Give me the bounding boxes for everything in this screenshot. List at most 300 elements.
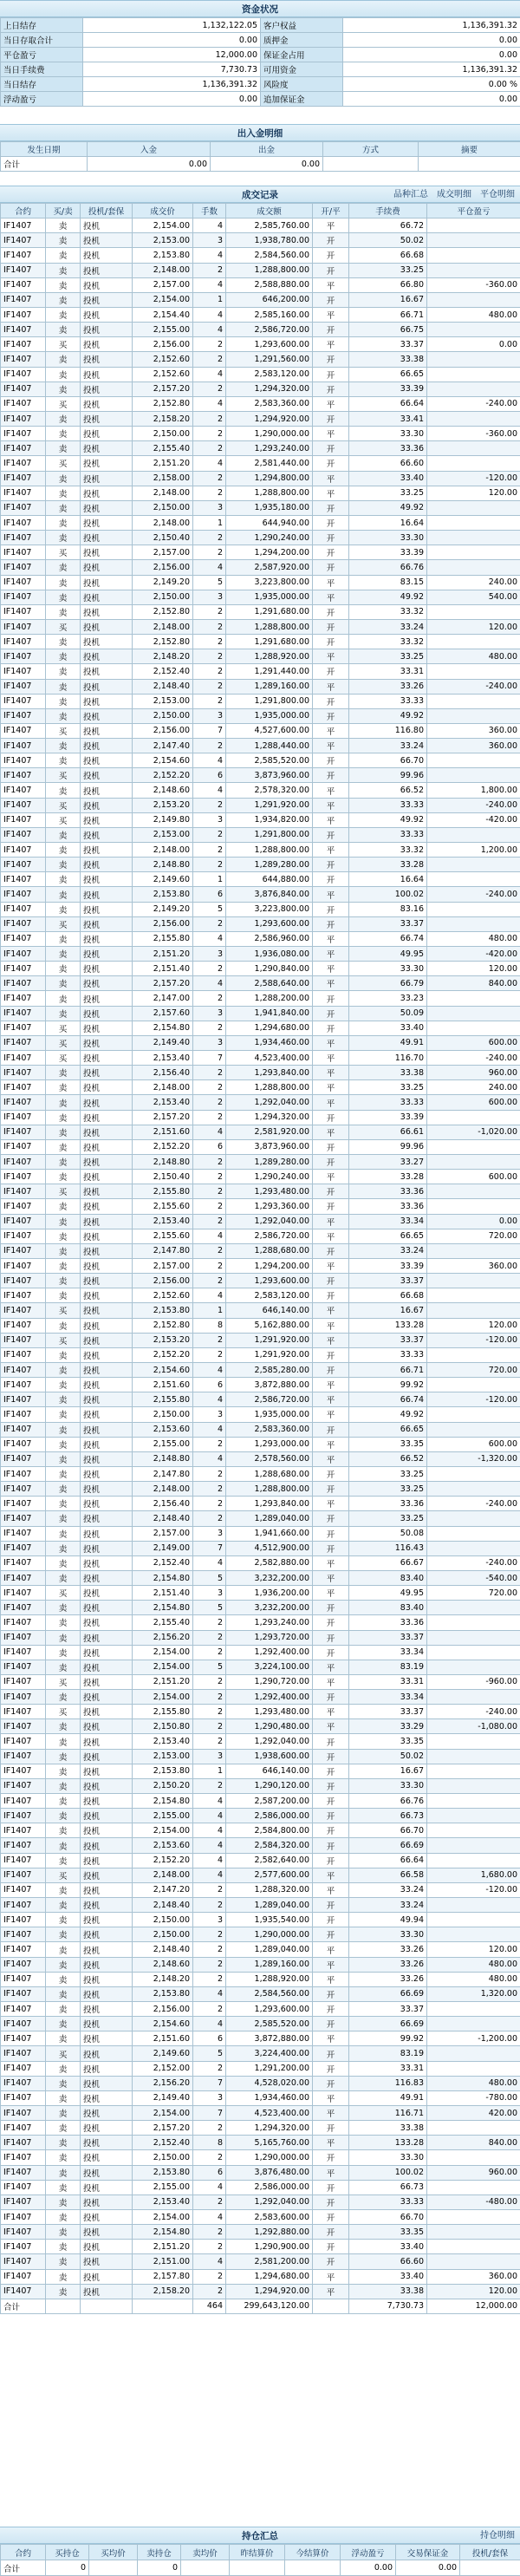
trade-cell: 66.79 xyxy=(349,976,427,991)
trade-cell: 33.31 xyxy=(349,2061,427,2076)
fund-label: 追加保证金 xyxy=(261,92,343,107)
trades-total-cell xyxy=(81,2299,133,2313)
trade-cell: 100.02 xyxy=(349,2165,427,2180)
trade-cell: 2,154.00 xyxy=(133,1823,193,1838)
trade-cell: 1 xyxy=(193,1303,226,1318)
trade-cell: 116.43 xyxy=(349,1541,427,1555)
trade-cell: 卖 xyxy=(46,1927,81,1942)
trade-cell: 3 xyxy=(193,1035,226,1050)
trade-cell: 1,292,400.00 xyxy=(226,1690,313,1705)
trade-cell: 开 xyxy=(313,1006,349,1021)
trade-cell: 卖 xyxy=(46,1913,81,1927)
trade-cell: 5 xyxy=(193,1660,226,1674)
table-row xyxy=(1,2046,520,2061)
trade-cell: 1,289,160.00 xyxy=(226,679,313,694)
trade-cell: 开 xyxy=(313,916,349,931)
trade-cell: 99.96 xyxy=(349,1139,427,1154)
trade-cell: 3 xyxy=(193,500,226,515)
table-row xyxy=(1,277,520,292)
fund-status-title: 资金状况 xyxy=(242,4,278,15)
table-row xyxy=(1,1986,520,2001)
trade-cell: 平 xyxy=(313,1570,349,1585)
trade-cell: 4 xyxy=(193,2180,226,2194)
trade-cell: 16.64 xyxy=(349,872,427,887)
trade-cell: 4 xyxy=(193,1422,226,1437)
trade-cell: 投机 xyxy=(81,2002,133,2017)
trade-cell: 3 xyxy=(193,708,226,723)
trade-cell: 开 xyxy=(313,531,349,545)
trade-cell: 83.40 xyxy=(349,1570,427,1585)
trade-cell: IF1407 xyxy=(1,560,46,575)
trade-cell: 1,800.00 xyxy=(427,783,520,798)
trade-cell: 4 xyxy=(193,2254,226,2269)
trade-cell: 1,293,600.00 xyxy=(226,2002,313,2017)
trade-cell: 2 xyxy=(193,2061,226,2076)
trade-cell: 开 xyxy=(313,1482,349,1497)
trade-cell: 3 xyxy=(193,812,226,827)
table-row xyxy=(1,367,520,382)
trade-cell: 平 xyxy=(313,798,349,812)
table-row xyxy=(1,1942,520,1957)
trade-cell: 投机 xyxy=(81,739,133,753)
trade-cell: 1,936,200.00 xyxy=(226,1586,313,1601)
trade-cell xyxy=(427,664,520,679)
trade-cell: 投机 xyxy=(81,1333,133,1347)
trade-cell: 买 xyxy=(46,723,81,738)
trade-cell: 66.64 xyxy=(349,1853,427,1868)
trade-cell: 2 xyxy=(193,411,226,426)
trade-cell: 2 xyxy=(193,635,226,649)
trade-cell: 600.00 xyxy=(427,1095,520,1110)
trade-cell: IF1407 xyxy=(1,2076,46,2090)
trade-cell: 2,586,720.00 xyxy=(226,323,313,337)
trade-cell: 卖 xyxy=(46,1972,81,1986)
trade-cell: 平 xyxy=(313,931,349,946)
trade-cell: IF1407 xyxy=(1,619,46,634)
cash-flow-table xyxy=(0,141,520,172)
trade-cell: IF1407 xyxy=(1,515,46,530)
trade-cell: 2,155.00 xyxy=(133,1809,193,1823)
trade-cell: 卖 xyxy=(46,962,81,976)
trade-cell: 420.00 xyxy=(427,2106,520,2121)
trade-cell: 2 xyxy=(193,263,226,277)
trade-cell: IF1407 xyxy=(1,1125,46,1139)
cash-column-header: 摘要 xyxy=(419,142,520,157)
trade-cell: IF1407 xyxy=(1,916,46,931)
trade-cell xyxy=(427,500,520,515)
trade-cell: 2,155.40 xyxy=(133,1615,193,1630)
table-row xyxy=(1,2106,520,2121)
table-row xyxy=(1,337,520,352)
trade-cell: 1,935,000.00 xyxy=(226,590,313,604)
positions-detail-link[interactable]: 持仓明细 xyxy=(480,2531,515,2540)
trade-cell: 1,288,800.00 xyxy=(226,1080,313,1095)
trade-cell: 投机 xyxy=(81,545,133,560)
trade-cell: 卖 xyxy=(46,531,81,545)
trade-cell: 2,150.40 xyxy=(133,531,193,545)
trade-cell: 1,293,600.00 xyxy=(226,916,313,931)
trade-cell: 4,528,020.00 xyxy=(226,2076,313,2090)
trade-cell: 49.95 xyxy=(349,1586,427,1601)
trades-link[interactable]: 成交明细 xyxy=(437,190,471,199)
trade-cell: 2,152.20 xyxy=(133,1139,193,1154)
trade-cell: 投机 xyxy=(81,858,133,872)
trade-cell: 4 xyxy=(193,2017,226,2031)
trade-cell: 投机 xyxy=(81,2225,133,2240)
fund-label: 当日存取合计 xyxy=(1,33,83,48)
trade-cell: IF1407 xyxy=(1,2046,46,2061)
trade-cell: 2,151.20 xyxy=(133,947,193,962)
trade-cell: IF1407 xyxy=(1,575,46,590)
trade-cell: 0.00 xyxy=(427,337,520,352)
trades-column-header: 投机/套保 xyxy=(81,204,133,218)
trade-cell: 卖 xyxy=(46,843,81,858)
trade-cell: 平 xyxy=(313,1333,349,1347)
trade-cell: 2,153.00 xyxy=(133,233,193,248)
trade-cell xyxy=(427,2180,520,2194)
trade-cell: 66.70 xyxy=(349,753,427,768)
positions-title: 持仓汇总 xyxy=(242,2531,278,2541)
trade-cell: IF1407 xyxy=(1,1615,46,1630)
trade-cell: IF1407 xyxy=(1,947,46,962)
trade-cell: 5 xyxy=(193,1570,226,1585)
trade-cell: 投机 xyxy=(81,1778,133,1793)
trades-link[interactable]: 平仓明细 xyxy=(480,190,515,199)
trade-cell: 4,523,400.00 xyxy=(226,1051,313,1066)
trade-cell: 66.64 xyxy=(349,396,427,411)
trade-cell xyxy=(427,635,520,649)
fund-value: 1,136,391.32 xyxy=(343,18,520,33)
trade-cell: IF1407 xyxy=(1,2209,46,2224)
trade-cell: 投机 xyxy=(81,323,133,337)
trade-cell: 投机 xyxy=(81,1674,133,1689)
trade-cell: IF1407 xyxy=(1,1333,46,1347)
trade-cell: 平 xyxy=(313,1378,349,1392)
trade-cell: 2,150.40 xyxy=(133,1170,193,1184)
trade-cell: 开 xyxy=(313,1927,349,1942)
trade-cell: 2,154.00 xyxy=(133,1645,193,1660)
trade-cell xyxy=(427,545,520,560)
trade-cell: 卖 xyxy=(46,1288,81,1303)
trades-column-header: 手续费 xyxy=(349,204,427,218)
trade-cell: 66.75 xyxy=(349,323,427,337)
trade-cell: 买 xyxy=(46,1333,81,1347)
trade-cell: 2 xyxy=(193,1347,226,1362)
cash-column-header: 方式 xyxy=(323,142,419,157)
trade-cell: 50.02 xyxy=(349,233,427,248)
trades-total-cell: 299,643,120.00 xyxy=(226,2299,313,2313)
trade-cell: 投机 xyxy=(81,902,133,916)
trade-cell: 卖 xyxy=(46,1274,81,1288)
trade-cell: 2,152.40 xyxy=(133,1555,193,1570)
trade-cell: 1,293,480.00 xyxy=(226,1705,313,1719)
trade-cell: -240.00 xyxy=(427,1705,520,1719)
trade-cell: 平 xyxy=(313,2284,349,2299)
trade-cell: 投机 xyxy=(81,1184,133,1199)
trade-cell: IF1407 xyxy=(1,858,46,872)
trade-cell: 平 xyxy=(313,1214,349,1229)
trade-cell: 买 xyxy=(46,337,81,352)
trade-cell: 平 xyxy=(313,1868,349,1882)
trade-cell: IF1407 xyxy=(1,500,46,515)
trade-cell: IF1407 xyxy=(1,2269,46,2284)
trade-cell: 2 xyxy=(193,1645,226,1660)
trade-cell: 卖 xyxy=(46,2061,81,2076)
trade-cell: 卖 xyxy=(46,292,81,307)
trade-cell xyxy=(427,1347,520,1362)
trade-cell: 33.30 xyxy=(349,1778,427,1793)
positions-column-header: 卖持仓 xyxy=(138,2545,181,2560)
trade-cell: 投机 xyxy=(81,2165,133,2180)
trades-column-header: 手数 xyxy=(193,204,226,218)
positions-column-header: 交易保证金 xyxy=(396,2545,460,2560)
trade-cell xyxy=(427,991,520,1006)
trade-cell: 66.70 xyxy=(349,2209,427,2224)
trade-cell: 平 xyxy=(313,1051,349,1066)
trade-cell: 960.00 xyxy=(427,1066,520,1080)
trade-cell: 2,150.00 xyxy=(133,500,193,515)
positions-total-cell: 合计 xyxy=(1,2560,46,2576)
trade-cell: 投机 xyxy=(81,872,133,887)
trade-cell: 卖 xyxy=(46,753,81,768)
trade-cell: 6 xyxy=(193,1378,226,1392)
trade-cell: 卖 xyxy=(46,1853,81,1868)
trade-cell: 2,156.40 xyxy=(133,1066,193,1080)
trade-cell: IF1407 xyxy=(1,1660,46,1674)
trade-cell: IF1407 xyxy=(1,1451,46,1466)
fund-label: 平仓盈亏 xyxy=(1,48,83,62)
trade-cell: 4 xyxy=(193,367,226,382)
trade-cell: 开 xyxy=(313,1794,349,1809)
trade-cell: 1,288,920.00 xyxy=(226,1972,313,1986)
fund-value: 0.00 xyxy=(343,33,520,48)
trade-cell: 33.39 xyxy=(349,382,427,396)
trade-cell xyxy=(427,708,520,723)
trade-cell: 2,148.00 xyxy=(133,515,193,530)
trade-cell: 卖 xyxy=(46,2284,81,2299)
trade-cell: 平 xyxy=(313,1095,349,1110)
trade-cell: 2,148.80 xyxy=(133,1155,193,1170)
trade-cell: 33.33 xyxy=(349,1347,427,1362)
trade-cell: 平 xyxy=(313,1258,349,1273)
trade-cell: IF1407 xyxy=(1,1243,46,1258)
trade-cell: 2,155.00 xyxy=(133,1437,193,1451)
trade-cell: 1,292,400.00 xyxy=(226,1645,313,1660)
trade-cell: 卖 xyxy=(46,1645,81,1660)
trade-cell: IF1407 xyxy=(1,367,46,382)
trade-cell: 平 xyxy=(313,2090,349,2105)
trade-cell: 平 xyxy=(313,947,349,962)
table-row xyxy=(1,1258,520,1273)
trade-cell: 2,149.60 xyxy=(133,872,193,887)
trade-cell: IF1407 xyxy=(1,812,46,827)
trade-cell: 开 xyxy=(313,1764,349,1778)
trade-cell: 33.36 xyxy=(349,1497,427,1511)
trade-cell: 平 xyxy=(313,812,349,827)
trade-cell: 投机 xyxy=(81,1660,133,1674)
trade-cell: 卖 xyxy=(46,1660,81,1674)
positions-column-header: 今结算价 xyxy=(285,2545,341,2560)
trade-cell: 33.38 xyxy=(349,352,427,367)
fund-label: 质押金 xyxy=(261,33,343,48)
trade-cell: IF1407 xyxy=(1,323,46,337)
trade-cell: 投机 xyxy=(81,2046,133,2061)
trade-cell: 16.64 xyxy=(349,515,427,530)
trade-cell: 33.26 xyxy=(349,679,427,694)
trade-cell: 2 xyxy=(193,441,226,456)
trade-cell: -240.00 xyxy=(427,396,520,411)
trade-cell: 平 xyxy=(313,1080,349,1095)
trade-cell: 480.00 xyxy=(427,931,520,946)
trades-total-cell: 7,730.73 xyxy=(349,2299,427,2313)
trade-cell: IF1407 xyxy=(1,1422,46,1437)
trade-cell: IF1407 xyxy=(1,292,46,307)
trade-cell: 开 xyxy=(313,248,349,263)
trade-cell: IF1407 xyxy=(1,1139,46,1154)
trade-cell: 2,158.20 xyxy=(133,411,193,426)
trade-cell: 开 xyxy=(313,1898,349,1913)
trade-cell: 投机 xyxy=(81,1051,133,1066)
trade-cell: 2,581,200.00 xyxy=(226,2254,313,2269)
trade-cell: IF1407 xyxy=(1,1214,46,1229)
trade-cell: 2 xyxy=(193,1080,226,1095)
trade-cell: 3 xyxy=(193,1006,226,1021)
fund-value: 0.00 xyxy=(343,48,520,62)
trade-cell: IF1407 xyxy=(1,1749,46,1764)
trade-cell: 1,294,920.00 xyxy=(226,411,313,426)
fund-value: 1,136,391.32 xyxy=(343,62,520,77)
trade-cell: 1,288,440.00 xyxy=(226,739,313,753)
table-row xyxy=(1,218,520,233)
trade-cell: 33.30 xyxy=(349,1927,427,1942)
trade-cell xyxy=(427,1660,520,1674)
trade-cell: 投机 xyxy=(81,1199,133,1214)
trade-cell: IF1407 xyxy=(1,1690,46,1705)
trade-cell: IF1407 xyxy=(1,471,46,486)
trade-cell: 开 xyxy=(313,441,349,456)
trade-cell: 开 xyxy=(313,2194,349,2209)
trade-cell: 6 xyxy=(193,2165,226,2180)
trade-cell: 投机 xyxy=(81,352,133,367)
trade-cell: 1,288,800.00 xyxy=(226,1482,313,1497)
trade-cell: 4 xyxy=(193,456,226,471)
trade-cell: 投机 xyxy=(81,590,133,604)
trade-cell: 卖 xyxy=(46,2076,81,2090)
trade-cell: 卖 xyxy=(46,1555,81,1570)
trade-cell: 33.24 xyxy=(349,1898,427,1913)
trade-cell: IF1407 xyxy=(1,2106,46,2121)
trade-cell: 卖 xyxy=(46,352,81,367)
trade-cell: 平 xyxy=(313,649,349,664)
table-row xyxy=(1,2269,520,2284)
trade-cell: 卖 xyxy=(46,1110,81,1125)
trade-cell: 600.00 xyxy=(427,1170,520,1184)
trade-cell: 卖 xyxy=(46,2090,81,2105)
table-row xyxy=(1,2076,520,2090)
positions-link[interactable] xyxy=(471,2527,515,2545)
trade-cell: 2,155.00 xyxy=(133,323,193,337)
trade-cell: 33.37 xyxy=(349,1705,427,1719)
trade-cell: 49.92 xyxy=(349,590,427,604)
trade-cell: IF1407 xyxy=(1,1437,46,1451)
table-row xyxy=(1,248,520,263)
trade-cell: 卖 xyxy=(46,218,81,233)
trade-cell: 开 xyxy=(313,1749,349,1764)
trade-cell: 2,147.00 xyxy=(133,991,193,1006)
trade-cell: 7 xyxy=(193,1541,226,1555)
trade-cell: 4 xyxy=(193,1288,226,1303)
trade-cell xyxy=(427,1749,520,1764)
trade-cell: 720.00 xyxy=(427,1362,520,1377)
trades-table xyxy=(0,203,520,2314)
trade-cell: -1,080.00 xyxy=(427,1719,520,1734)
trade-cell: 投机 xyxy=(81,916,133,931)
table-row xyxy=(1,1497,520,1511)
trade-cell: IF1407 xyxy=(1,798,46,812)
trade-cell: 投机 xyxy=(81,1615,133,1630)
table-row xyxy=(1,2284,520,2299)
trade-cell: 33.31 xyxy=(349,664,427,679)
trade-cell: IF1407 xyxy=(1,531,46,545)
trade-cell: 2,585,160.00 xyxy=(226,307,313,322)
trade-cell: 投机 xyxy=(81,843,133,858)
cash-total-cell: 合计 xyxy=(1,157,88,172)
cash-flow-header xyxy=(0,124,520,141)
trade-cell: 100.02 xyxy=(349,887,427,902)
table-row xyxy=(1,1184,520,1199)
trade-cell: 卖 xyxy=(46,902,81,916)
table-row xyxy=(1,545,520,560)
trade-cell: IF1407 xyxy=(1,456,46,471)
trade-cell: -780.00 xyxy=(427,2090,520,2105)
trade-cell: -120.00 xyxy=(427,1882,520,1897)
trade-cell: 2,157.00 xyxy=(133,1258,193,1273)
trade-cell: IF1407 xyxy=(1,664,46,679)
trade-cell: 4 xyxy=(193,396,226,411)
table-row xyxy=(1,396,520,411)
trades-link[interactable]: 品种汇总 xyxy=(393,190,428,199)
trade-cell xyxy=(427,604,520,619)
positions-total-cell: 0 xyxy=(46,2560,89,2576)
trade-cell: 平 xyxy=(313,976,349,991)
trade-cell: 2,152.00 xyxy=(133,2061,193,2076)
trade-cell: 投机 xyxy=(81,1407,133,1422)
trade-cell: 平 xyxy=(313,783,349,798)
trade-cell: -1,320.00 xyxy=(427,1451,520,1466)
trade-cell: 3,232,200.00 xyxy=(226,1570,313,1585)
trade-cell: 2,584,560.00 xyxy=(226,1986,313,2001)
trade-cell: IF1407 xyxy=(1,1362,46,1377)
trade-cell: 2 xyxy=(193,1942,226,1957)
trade-cell: 投机 xyxy=(81,1392,133,1407)
trade-cell xyxy=(427,2150,520,2165)
trade-cell: 开 xyxy=(313,2061,349,2076)
trade-cell: 1,320.00 xyxy=(427,1986,520,2001)
trade-cell: 49.92 xyxy=(349,1407,427,1422)
trade-cell: 2,155.80 xyxy=(133,931,193,946)
trade-cell: 4,512,900.00 xyxy=(226,1541,313,1555)
trade-cell: 1,288,800.00 xyxy=(226,843,313,858)
trade-cell: -240.00 xyxy=(427,1051,520,1066)
cash-total-row xyxy=(1,157,520,172)
trade-cell: 49.91 xyxy=(349,1035,427,1050)
trade-cell: 开 xyxy=(313,382,349,396)
trade-cell: 1,935,000.00 xyxy=(226,1407,313,1422)
table-row xyxy=(1,1170,520,1184)
trade-cell: 720.00 xyxy=(427,1586,520,1601)
trade-cell: IF1407 xyxy=(1,396,46,411)
trade-cell: IF1407 xyxy=(1,708,46,723)
